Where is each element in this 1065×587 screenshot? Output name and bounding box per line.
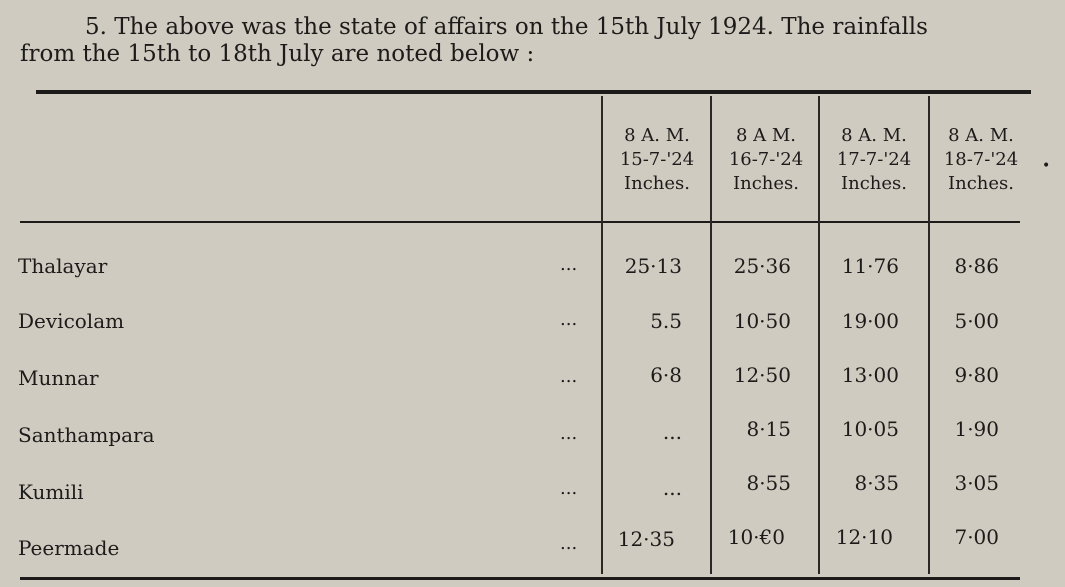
table-cell: 25·36 [733,254,791,278]
table-cell: 8·55 [746,471,791,495]
paragraph-line-2: from the 15th to 18th July are noted below : [20,41,535,67]
column-header-unit: Inches. [624,173,690,194]
table-top-rule [36,90,1031,94]
table-cell: 13·00 [841,363,899,387]
column-header-16-jul [712,124,820,196]
table-cell: 5·00 [954,309,999,333]
table-cell: 10·50 [733,309,791,333]
table-cell: 8·86 [954,254,999,278]
column-header-time: 8 A. M. [624,125,690,146]
table-cell: 19·00 [841,309,899,333]
column-header-unit: Inches. [948,173,1014,194]
column-header-date: 16-7-'24 [728,149,804,170]
column-header-date: 18-7-'24 [943,149,1019,170]
table-cell: 3·05 [954,471,999,495]
row-label-peermade: Peermade [18,536,120,560]
intro-paragraph [20,14,1050,68]
column-header-time: 8 A. M. [948,125,1014,146]
table-cell: ... [662,476,682,500]
table-cell: 8·15 [746,417,791,441]
table-cell: 12·35 [617,527,675,551]
row-label-thalayar: Thalayar [18,254,108,278]
row-label-munnar: Munnar [18,366,99,390]
table-cell: 12·10 [835,525,893,549]
dot-leader: ... [560,254,578,275]
column-header-date: 15-7-'24 [619,149,695,170]
margin-dot: • [1042,158,1051,174]
row-label-kumili: Kumili [18,480,84,504]
row-label-devicolam: Devicolam [18,309,125,333]
table-cell: 7·00 [954,525,999,549]
column-header-time: 8 A M. [735,125,797,146]
table-cell: 10·€0 [727,525,785,549]
table-bottom-rule [20,577,1020,580]
table-cell: 6·8 [650,363,682,387]
column-header-17-jul [820,124,928,196]
column-header-date: 17-7-'24 [836,149,912,170]
dot-leader: ... [560,309,578,330]
table-cell: 8·35 [854,471,899,495]
dot-leader: ... [560,533,578,554]
column-header-15-jul [603,124,711,196]
table-cell: 1·90 [954,417,999,441]
table-cell: 9·80 [954,363,999,387]
table-cell: 5.5 [650,309,682,333]
row-label-santhampara: Santhampara [18,423,155,447]
paragraph-line-1: 5. The above was the state of affairs on the 15th July 1924. The rainfalls [85,14,928,40]
column-header-18-jul [927,124,1035,196]
table-cell: 10·05 [841,417,899,441]
dot-leader: ... [560,366,578,387]
column-header-unit: Inches. [841,173,907,194]
table-cell: 11·76 [841,254,899,278]
dot-leader: ... [560,423,578,444]
table-cell: 25·13 [624,254,682,278]
dot-leader: ... [560,478,578,499]
table-header-rule [20,221,1020,223]
table-cell: ... [662,420,682,444]
column-header-unit: Inches. [733,173,799,194]
column-header-time: 8 A. M. [841,125,907,146]
table-cell: 12·50 [733,363,791,387]
